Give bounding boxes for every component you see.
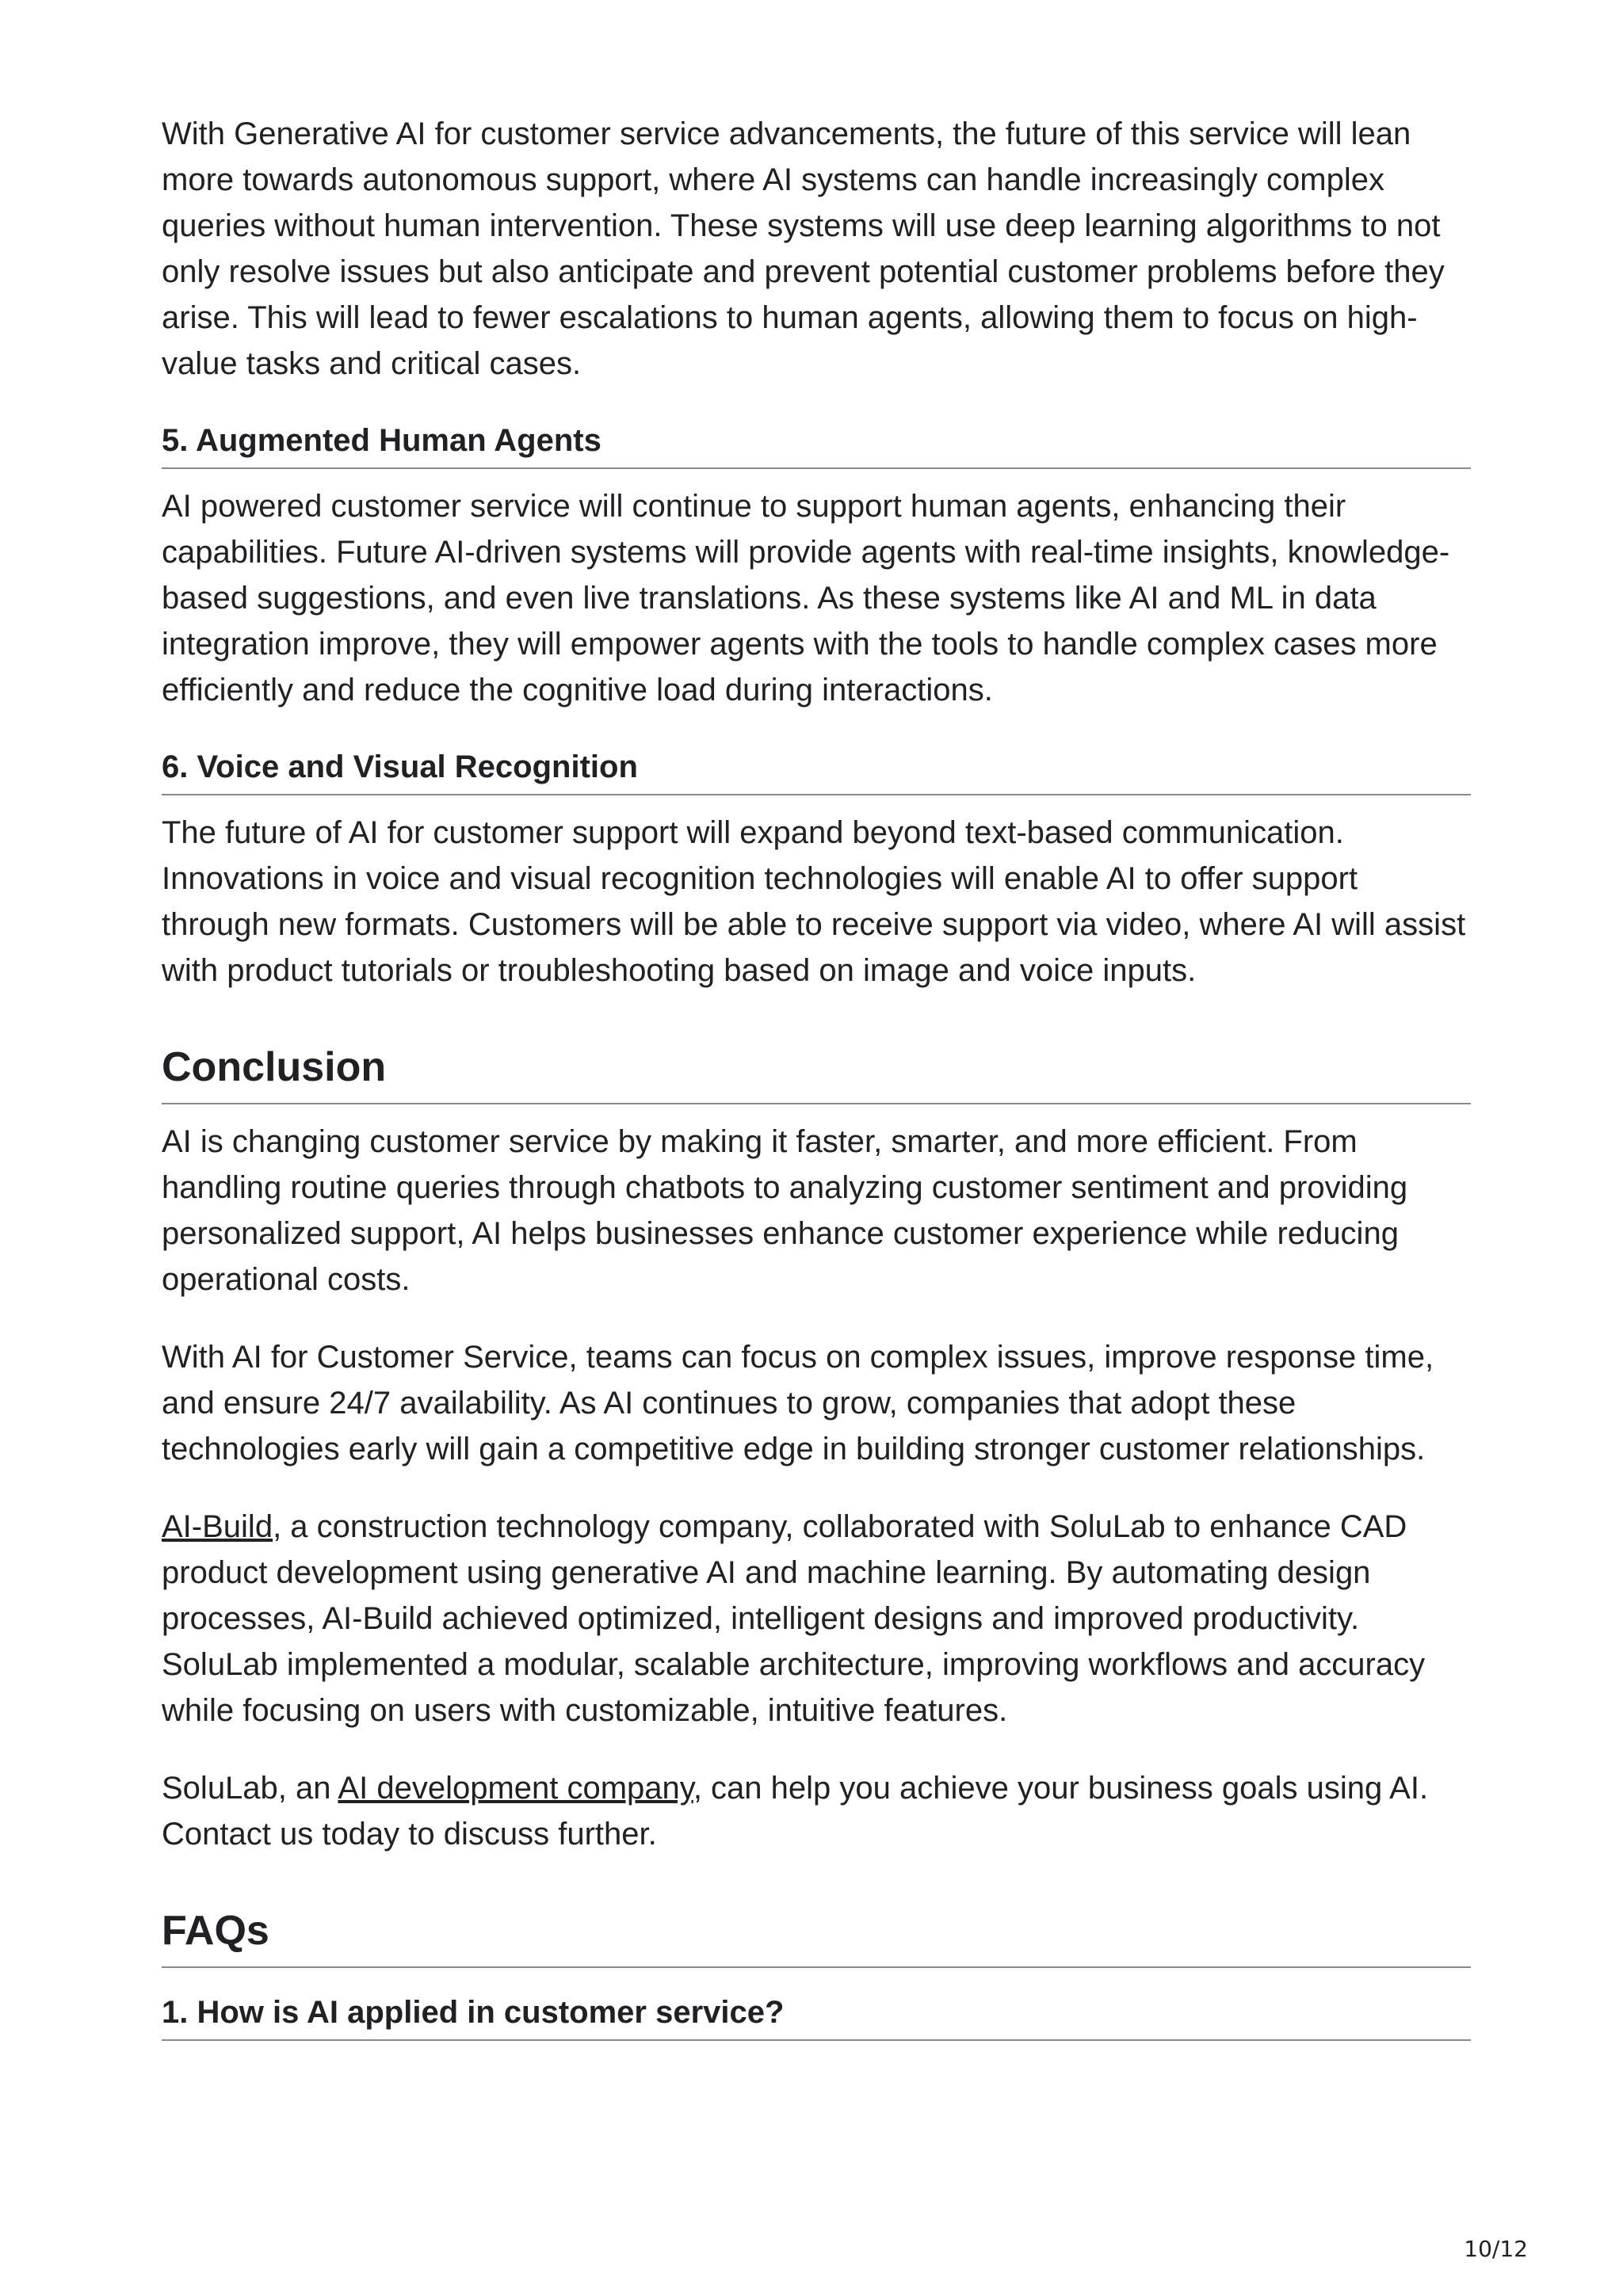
intro-paragraph: With Generative AI for customer service advancements, the future of this service will lean more towards autonomous support, where AI systems can handle increasingly complex queries without human intervention. These systems will use deep learning algorithms to not only resolve issues but also anticipate and prevent potential customer problems before they arise. This will lead to fewer escalations to human agents, allowing them to focus on high-value tasks and critical cases. [162,116,1445,381]
conclusion-paragraph-2: With AI for Customer Service, teams can focus on complex issues, improve response time, and ensure 24/7 availability. As AI continues to grow, companies that adopt these technologies early will gain a competitive edge in building stronger customer relationships. [162,1340,1434,1466]
section-6-body: The future of AI for customer support will expand beyond text-based communication. Innovations in voice and visual recognition technologies will enable AI to offer support through new formats. Customers will be able to receive support via video, where AI will assist with product tutorials or troubleshooting based on image and voice inputs. [162,815,1466,988]
conclusion-paragraph-1: AI is changing customer service by making it faster, smarter, and more efficient. From handling routine queries through chatbots to analyzing customer sentiment and providing personalized support, AI helps businesses enhance customer experience while reducing operational costs. [162,1124,1408,1297]
conclusion-paragraph-4 [162,1765,1471,1857]
conclusion-paragraph-4-tail: , can help you achieve your business goals using AI. Contact us today to discuss further. [162,1771,1429,1852]
document-page [162,111,1471,2055]
conclusion-heading: Conclusion [162,1039,1471,1104]
section-5-body: AI powered customer service will continue to support human agents, enhancing their capabilities. Future AI-driven systems will provide agents with real-time insights, knowledge-based suggestions, and even live translations. As these systems like AI and ML in data integration improve, they will empower agents with the tools to handle complex cases more efficiently and reduce the cognitive load during interactions. [162,489,1450,707]
conclusion-paragraph-4-lead: SoluLab, an [162,1771,338,1806]
conclusion-paragraph-3 [162,1504,1471,1733]
conclusion-paragraph-3-text: , a construction technology company, collaborated with SoluLab to enhance CAD product development using generative AI and machine learning. By automating design processes, AI-Build achieved optimized, intelligent designs and improved productivity. SoluLab implemented a modular, scalable architecture, improving workflows and accuracy while focusing on users with customizable, intuitive features. [162,1509,1426,1728]
ai-development-company-link[interactable]: AI development company [338,1771,693,1806]
section-5-heading: 5. Augmented Human Agents [162,418,1471,469]
page-number: 10/12 [1464,2236,1528,2262]
faq-question-1: 1. How is AI applied in customer service? [162,1990,1471,2041]
ai-build-link[interactable]: AI-Build [162,1509,273,1544]
section-6-heading: 6. Voice and Visual Recognition [162,745,1471,795]
faqs-heading: FAQs [162,1903,1471,1968]
